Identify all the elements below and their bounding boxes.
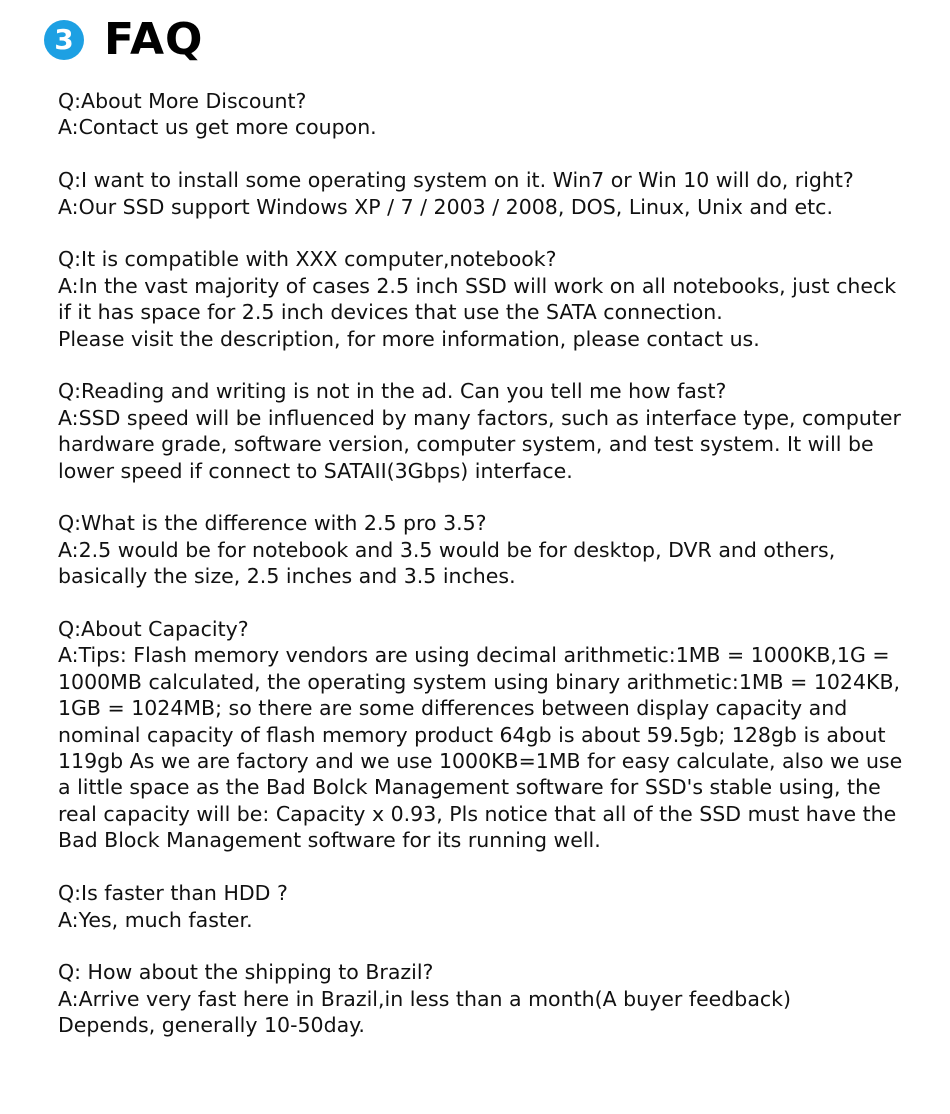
answer: A:Tips: Flash memory vendors are using decimal arithmetic:1MB = 1000KB,1G = bbox=[58, 643, 890, 668]
question: Q:Reading and writing is not in the ad. Can you tell me how fast? bbox=[58, 379, 727, 404]
answer: A:Our SSD support Windows XP / 7 / 2003 / 2008, DOS, Linux, Unix and etc. bbox=[58, 194, 833, 219]
question: Q:About Capacity? bbox=[58, 617, 249, 642]
answer: A:Arrive very fast here in Brazil,in less than a month(A buyer feedback) bbox=[58, 986, 792, 1011]
answer-continued: 1000MB calculated, the operating system using binary arithmetic:1MB = 1024KB, bbox=[58, 669, 901, 694]
question: Q:Is faster than HDD ? bbox=[58, 881, 288, 906]
faq-item-operating-system bbox=[58, 167, 938, 220]
answer-continued: real capacity will be: Capacity x 0.93, Pls notice that all of the SSD must have the bbox=[58, 801, 897, 826]
faq-item-capacity bbox=[58, 616, 938, 854]
faq-item-discount bbox=[58, 88, 938, 141]
question: Q:I want to install some operating system on it. Win7 or Win 10 will do, right? bbox=[58, 168, 854, 193]
answer: A:SSD speed will be influenced by many factors, such as interface type, computer bbox=[58, 405, 901, 430]
answer: A:In the vast majority of cases 2.5 inch SSD will work on all notebooks, just check bbox=[58, 273, 897, 298]
faq-list bbox=[58, 88, 938, 1065]
answer-continued: a little space as the Bad Bolck Management software for SSD's stable using, the bbox=[58, 775, 881, 800]
answer-continued: 1GB = 1024MB; so there are some differences between display capacity and bbox=[58, 696, 848, 721]
answer: A:2.5 would be for notebook and 3.5 would be for desktop, DVR and others, bbox=[58, 537, 836, 562]
faq-header bbox=[44, 14, 203, 66]
answer: A:Yes, much faster. bbox=[58, 907, 253, 932]
question: Q:About More Discount? bbox=[58, 89, 307, 113]
answer-continued: Please visit the description, for more information, please contact us. bbox=[58, 326, 760, 351]
answer-continued: Bad Block Management software for its running well. bbox=[58, 828, 601, 853]
step-number-badge: 3 bbox=[44, 20, 84, 60]
faq-item-speed bbox=[58, 378, 938, 484]
answer-continued: basically the size, 2.5 inches and 3.5 inches. bbox=[58, 564, 516, 589]
faq-item-compatibility bbox=[58, 246, 938, 352]
answer: A:Contact us get more coupon. bbox=[58, 115, 377, 140]
answer-continued: hardware grade, software version, computer system, and test system. It will be bbox=[58, 432, 874, 457]
faq-item-shipping bbox=[58, 959, 938, 1038]
answer-continued: if it has space for 2.5 inch devices that use the SATA connection. bbox=[58, 300, 723, 325]
question: Q:It is compatible with XXX computer,notebook? bbox=[58, 247, 557, 272]
answer-continued: Depends, generally 10-50day. bbox=[58, 1013, 365, 1038]
answer-continued: 119gb As we are factory and we use 1000KB=1MB for easy calculate, also we use bbox=[58, 749, 903, 774]
question: Q: How about the shipping to Brazil? bbox=[58, 960, 434, 985]
faq-item-hdd-speed bbox=[58, 880, 938, 933]
faq-item-size-difference bbox=[58, 510, 938, 589]
question: Q:What is the difference with 2.5 pro 3.5? bbox=[58, 511, 487, 536]
answer-continued: lower speed if connect to SATAII(3Gbps) interface. bbox=[58, 458, 573, 483]
page-title: FAQ bbox=[104, 14, 204, 65]
answer-continued: nominal capacity of flash memory product 64gb is about 59.5gb; 128gb is about bbox=[58, 722, 886, 747]
